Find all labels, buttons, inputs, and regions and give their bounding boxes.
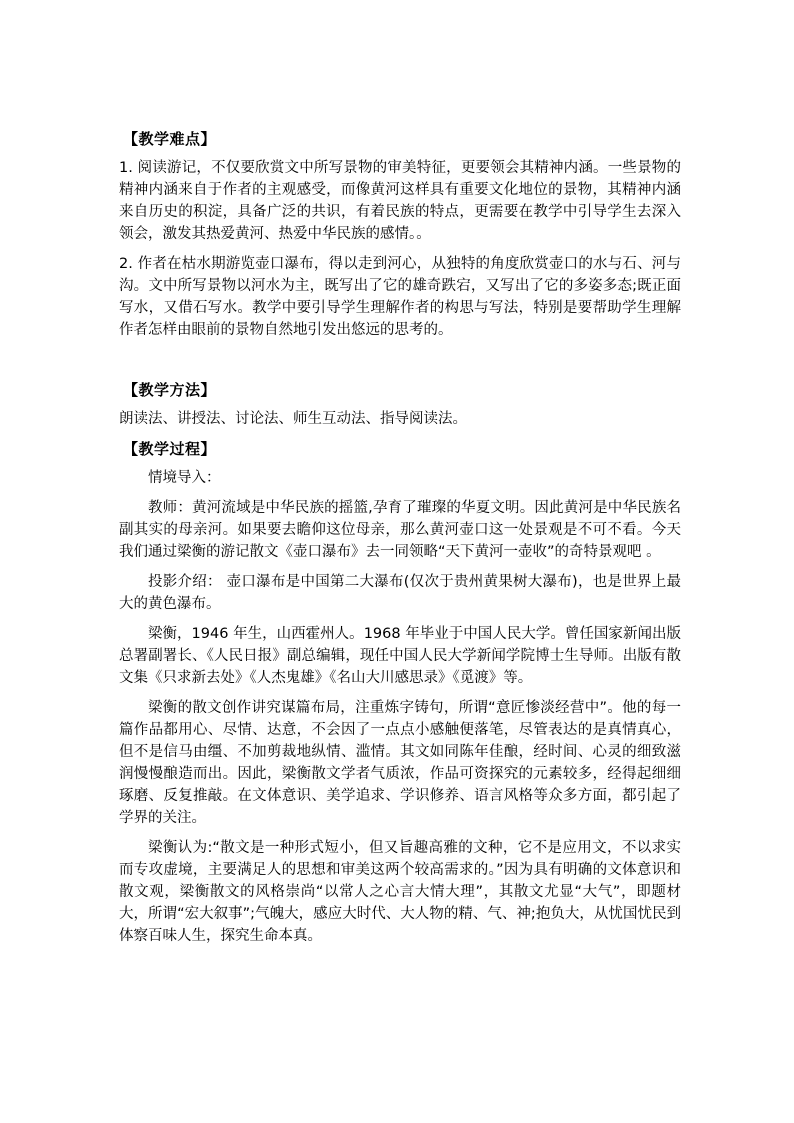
difficulty-item-2: 2. 作者在枯水期游览壶口瀑布，得以走到河心，从独特的角度欣赏壶口的水与石、河与沟。文中所写景物以河水为主，既写出了它的雄奇跌宕，又写出了它的多姿多态;既正面写水，又借石写水。教学中要引导学生理解作者的构思与写法，特别是要帮助学生理解作者怎样由眼前的景物自然地引发出悠远的思考的。 [119, 256, 681, 338]
process-paragraph: 教师：黄河流域是中华民族的摇篮,孕育了璀璨的华夏文明。因此黄河是中华民族名副其实的母亲河。如果要去瞻仰这位母亲，那么黄河壶口这一处景观是不可不看。今天我们通过梁衡的游记散文《壶口瀑布》去一同领略“天下黄河一壶收”的奇特景观吧 。 [119, 500, 681, 560]
difficulty-item-1: 1. 阅读游记，不仅要欣赏文中所写景物的审美特征，更要领会其精神内涵。一些景物的精神内涵来自于作者的主观感受，而像黄河这样具有重要文化地位的景物，其精神内涵来自历史的积淀，具备广泛的共识，有着民族的特点，更需要在教学中引导学生去深入领会，激发其热爱黄河、热爱中华民族的感情。。 [119, 160, 681, 242]
process-paragraph: 情境导入： [148, 470, 221, 486]
process-paragraph: 梁衡认为:“散文是一种形式短小，但又旨趣高雅的文种，它不是应用文，不以求实而专攻虚境，主要满足人的思想和审美这两个较高需求的。”因为具有明确的文体意识和散文观，梁衡散文的风格崇尚“以常人之心言大情大理”，其散文尤显“大气”，即题材大，所谓“宏大叙事”;气魄大，感应大时代、大人物的精、气、神;抱负大，从忧国忧民到体察百味人生，探究生命本真。 [119, 840, 681, 944]
process-paragraph: 梁衡的散文创作讲究谋篇布局，注重炼字铸句，所谓“意匠惨淡经营中”。他的每一篇作品都用心、尽情、达意，不会因了一点点小感触便落笔，尽管表达的是真情真心，但不是信马由缰、不加剪裁地纵情、滥情。其文如同陈年佳酿，经时间、心灵的细致滋润慢慢酿造而出。因此，梁衡散文学者气质浓，作品可资探究的元素较多，经得起细细琢磨、反复推敲。在文体意识、美学追求、学识修养、语言风格等众多方面，都引起了学界的关注。 [119, 700, 681, 826]
method-text: 朗读法、讲授法、讨论法、师生互动法、指导阅读法。 [119, 411, 467, 427]
process-paragraph: 投影介绍： 壶口瀑布是中国第二大瀑布(仅次于贵州黄果树大瀑布)，也是世界上最大的黄色瀑布。 [119, 574, 681, 612]
difficulty-heading: 【教学难点】 [123, 130, 217, 148]
method-heading: 【教学方法】 [123, 381, 217, 399]
document-page [119, 128, 681, 955]
process-heading: 【教学过程】 [123, 440, 217, 458]
process-paragraph: 梁衡，1946 年生，山西霍州人。1968 年毕业于中国人民大学。曾任国家新闻出版总署副署长、《人民日报》副总编辑，现任中国人民大学新闻学院博士生导师。出版有散文集《只求新去处》《人杰鬼雄》《名山大川感思录》《觅渡》等。 [119, 626, 681, 686]
